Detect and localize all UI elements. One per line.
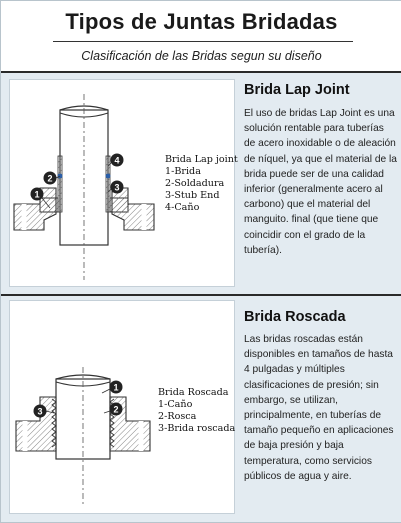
callout-4: [111, 154, 124, 167]
flange-left: [16, 397, 56, 451]
header: [1, 1, 401, 71]
callout-3: [34, 405, 47, 418]
legend-item: 3-Stub End: [165, 190, 220, 201]
page-title: Tipos de Juntas Bridadas: [65, 9, 338, 34]
section-title: Brida Roscada: [244, 309, 346, 325]
callout-2: [44, 172, 57, 185]
legend-item: 1-Brida: [165, 166, 201, 177]
section-body: Las bridas roscadas están disponibles en tamaños de hasta 4 pulgadas y múltiples clasificaciones de presión; sin embargo, se utilizan, principalmente, en tuberías de tamaño pequeño en aplicaciones de baja presión y baja temperatura, como servicios públicos de agua y aire.: [244, 334, 394, 482]
svg-text:2: 2: [47, 173, 53, 184]
svg-text:1: 1: [113, 382, 119, 393]
roscada-drawing: [9, 300, 235, 514]
legend-item: 1-Caño: [158, 399, 193, 410]
callout-1: [110, 381, 123, 394]
callout-2: [110, 403, 123, 416]
section-title: Brida Lap Joint: [244, 82, 350, 98]
svg-text:4: 4: [114, 155, 120, 166]
weld-mark-right: [106, 174, 111, 179]
section-lap-joint: [1, 73, 401, 294]
section-body: El uso de bridas Lap Joint es una solución rentable para tuberías de acero inoxidable o de aleación de níquel, ya que el material de la brida puede ser de una calidad inferior (generalmente acero al carbono) que el material del manguito. final (que tiene que coincidir con el grado de la tubería).: [244, 108, 397, 256]
lap-joint-drawing: [9, 79, 238, 287]
flange-right: [112, 188, 154, 230]
lap-joint-legend: [165, 154, 238, 214]
legend-item: 2-Soldadura: [165, 178, 225, 189]
callout-1: [31, 188, 44, 201]
page-subtitle: Clasificación de las Bridas segun su diseño: [81, 49, 322, 63]
callout-3: [111, 181, 124, 194]
title-divider: [53, 41, 353, 42]
svg-text:3: 3: [114, 182, 120, 193]
roscada-legend: [158, 387, 235, 435]
legend-title: Brida Roscada: [158, 387, 229, 398]
svg-text:2: 2: [113, 404, 119, 415]
legend-item: 3-Brida roscada: [158, 423, 236, 434]
legend-item: 2-Rosca: [158, 411, 197, 422]
svg-text:3: 3: [37, 406, 43, 417]
legend-item: 4-Caño: [165, 202, 200, 213]
section-roscada: [1, 296, 401, 522]
svg-text:1: 1: [34, 189, 40, 200]
legend-title: Brida Lap joint: [165, 154, 238, 165]
